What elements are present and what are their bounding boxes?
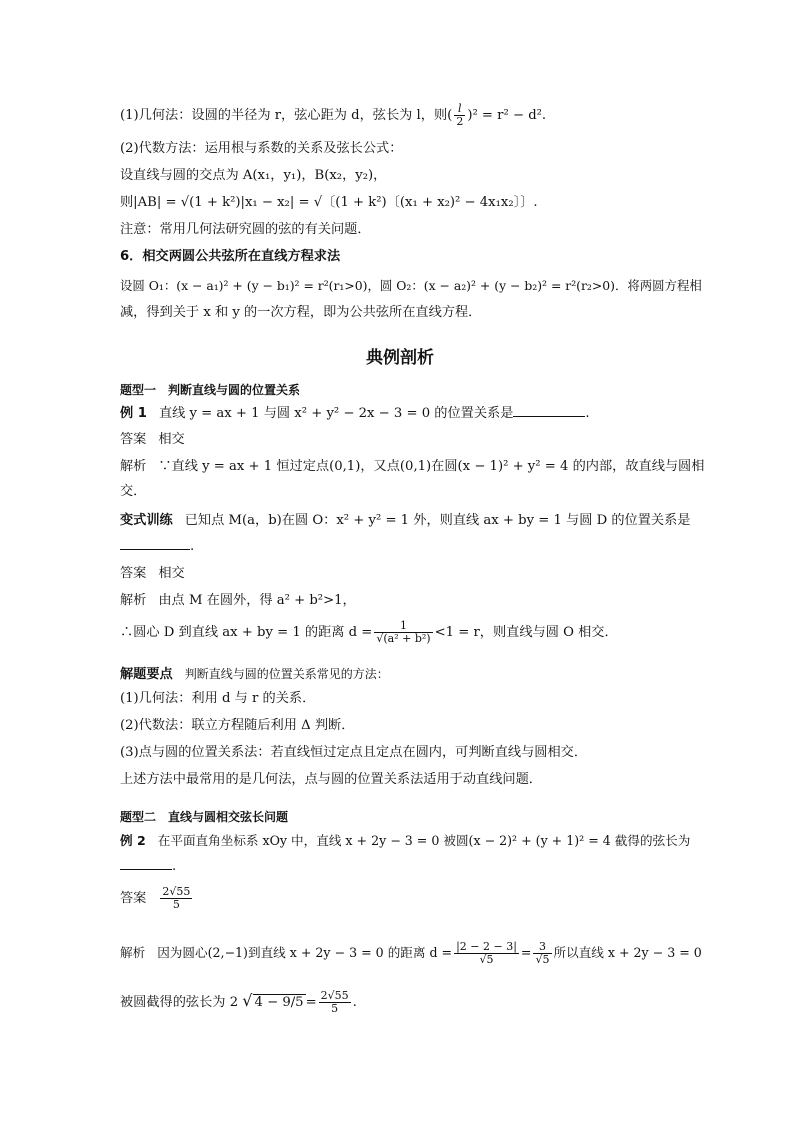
example-2: 例 2 在平面直角坐标系 xOy 中，直线 x + 2y − 3 = 0 被圆(x − 2)² + (y + 1)² = 4 截得的弦长为: [120, 833, 691, 848]
example-label: 例 2: [120, 833, 146, 848]
text-line: 注意：常用几何法研究圆的弦的有关问题．: [120, 222, 371, 237]
answer-blank: [120, 857, 172, 870]
text-line: 减，得到关于 x 和 y 的一次方程，即为公共弦所在直线方程．: [120, 305, 482, 320]
answer-label: 答案: [120, 432, 147, 447]
section-title: 典例剖析: [366, 348, 434, 368]
fraction: $\frac{1}{\text{√(a² + b²)}}$: [376, 619, 431, 645]
key-point: (2)代数法：联立方程随后利用 Δ 判断．: [120, 718, 355, 733]
text-line: 则|AB| = √(1 + k²)|x₁ − x₂| = √〔(1 + k²)〔(x₁ + x₂)² − 4x₁x₂〕〕.: [120, 195, 538, 210]
solution-label: 解析: [120, 459, 147, 474]
answer-line: 答案 相交: [120, 432, 185, 447]
solution-line: 解析 因为圆心(2,−1)到直线 x + 2y − 3 = 0 的距离 d = $\frac{|2 - 2 - 3|}{√5}$ = $\frac{3}{√5}$ 所以直线 x + 2y − 3 = 0: [120, 940, 702, 966]
solution-line: 交．: [120, 484, 147, 499]
fraction: $\frac{l}{2}$: [456, 102, 464, 128]
answer-blank: [513, 404, 585, 417]
key-points-label: 解题要点: [120, 667, 173, 682]
fraction: $\frac{2√55}{5}$: [320, 989, 349, 1015]
variant-exercise: 变式训练 已知点 M(a，b)在圆 O：x² + y² = 1 外，则直线 ax + by = 1 与圆 D 的位置关系是: [120, 513, 691, 528]
fraction: $\frac{|2 - 2 - 3|}{√5}$: [456, 940, 517, 966]
solution-line: 被圆截得的弦长为 2 √ 4 − 9/5 = $\frac{2√55}{5}$ .: [120, 989, 357, 1015]
solution-label: 解析: [120, 593, 147, 608]
example-1: 例 1 直线 y = ax + 1 与圆 x² + y² − 2x − 3 = 0 的位置关系是 .: [120, 406, 590, 421]
variant-label: 变式训练: [120, 513, 173, 528]
key-point: (1)几何法：利用 d 与 r 的关系．: [120, 691, 316, 706]
key-points-heading: 解题要点 判断直线与圆的位置关系常见的方法：: [120, 667, 389, 682]
answer-blank-line: .: [120, 537, 194, 556]
sqrt-radicand: 4 − 9/5: [254, 995, 304, 1010]
type2-heading: 题型二 直线与圆相交弦长问题: [120, 810, 289, 824]
answer-line: 答案 相交: [120, 566, 185, 581]
text-line: (1)几何法：设圆的半径为 r，弦心距为 d，弦长为 l，则( $\frac{l}{2}$ )² = r² − d².: [120, 102, 547, 128]
text-line: 设直线与圆的交点为 A(x₁，y₁)，B(x₂，y₂)，: [120, 168, 387, 183]
key-point: (3)点与圆的位置关系法：若直线恒过定点且定点在圆内，可判断直线与圆相交．: [120, 745, 588, 760]
solution-line: 解析 由点 M 在圆外，得 a² + b²>1，: [120, 593, 356, 608]
answer-label: 答案: [120, 891, 147, 906]
subsection-heading: 6．相交两圆公共弦所在直线方程求法: [120, 249, 341, 264]
solution-label: 解析: [120, 945, 146, 960]
fraction: $\frac{2√55}{5}$: [162, 885, 191, 911]
answer-line: [120, 881, 194, 917]
text-line: 设圆 O₁：(x − a₁)² + (y − b₁)² = r²(r₁>0)，圆 O₂：(x − a₂)² + (y − b₂)² = r²(r₂>0)．将两圆方程相: [120, 278, 702, 293]
solution-line: ∴圆心 D 到直线 ax + by = 1 的距离 d = $\frac{1}{\text{√(a² + b²)}}$ <1 = r，则直线与圆 O 相交．: [120, 619, 618, 645]
answer-blank-line: .: [120, 857, 176, 876]
type1-heading: 题型一 判断直线与圆的位置关系: [120, 383, 301, 397]
fraction: $\frac{3}{√5}$: [535, 940, 550, 966]
answer-label: 答案: [120, 566, 147, 581]
sqrt-sign: √: [242, 991, 253, 1010]
answer-blank: [120, 537, 190, 550]
key-point: 上述方法中最常用的是几何法，点与圆的位置关系法适用于动直线问题．: [120, 772, 542, 787]
text-line: (2)代数方法：运用根与系数的关系及弦长公式：: [120, 141, 403, 156]
solution-line: 解析 ∵直线 y = ax + 1 恒过定点(0,1)，又点(0,1)在圆(x − 1)² + y² = 4 的内部，故直线与圆相: [120, 459, 705, 474]
example-label: 例 1: [120, 406, 147, 421]
